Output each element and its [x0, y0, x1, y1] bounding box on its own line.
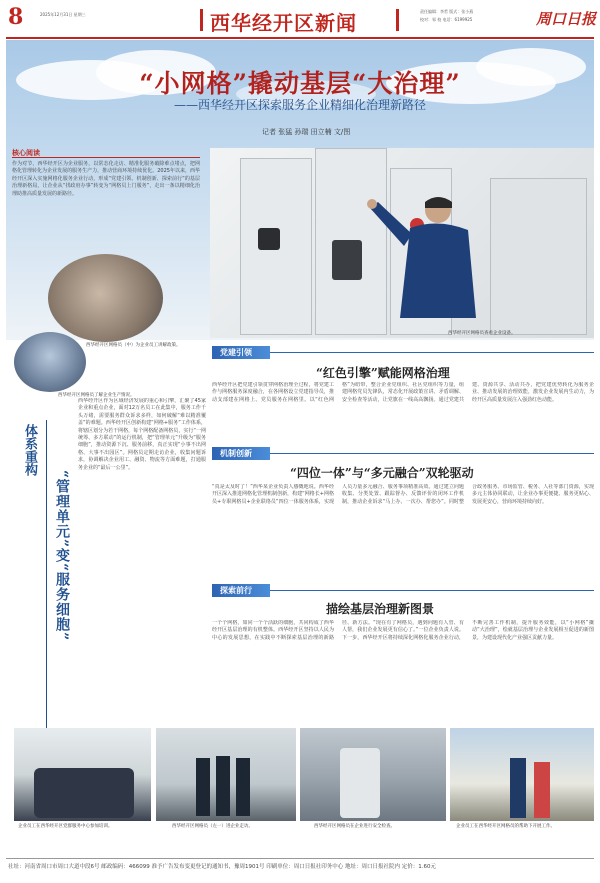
page-number: 8 [8, 4, 24, 30]
proof-line: 校对：邹 校 电话：6199925 [420, 17, 473, 22]
section-rule [270, 590, 594, 591]
bottom-caption-4: 企业员工在西华经开区网格员的帮助下开展工作。 [456, 824, 555, 829]
headline: “小网格”撬动基层“大治理” [139, 69, 461, 98]
footer-rule [6, 858, 594, 859]
section-text-mechanism: “真是太及时了！”西华某企业负责人感慨地说。西华经开区深入推进网格化管理机制创新，构建“网格长+网格员+专职网格员+企业联络员”四位一体服务体系，实现人员力量多元融合、服务事项精准高效。通过建立问题收集、分类处置、跟踪督办、反馈评价的闭环工作机制，推动企业诉求“马上办、一次办、帮您办”。同时整合政务服务、市场监管、税务、人社等部门资源，实现多元主体协同联动，让企业办事更便捷、服务更贴心、发展更安心，营商环境持续向好。 [212, 484, 594, 505]
newspaper-logo: 周口日报 [536, 10, 597, 28]
core-heading: 核心阅读 [12, 149, 40, 157]
bottom-photo-4 [450, 728, 594, 821]
footer-text: 社址：河南省周口市周口大道中段6号 邮政编码：466099 准予广告发布变更登记的通知书，豫周1901号 印刷单位：周口日报社印务中心 地址：周口日报社院内 定价：1.60元 [8, 864, 436, 870]
core-heading-rule [12, 157, 200, 158]
core-text: 作为对节，西华经开区为企业服务，以常态化走访、精准化服务破除难点堵点，把网格化管理转化为企业发展的服务生产力，推动营商环境持续优化。2025年以来，西华经开区深入实施网格化服务企业行动，形成“党建引领、机制创新、探索前行”的基层治理新格局，让企业从“找政府办事”转变为“网格员上门服务”，走出一条以精细化治理助推高质量发展的新路径。 [12, 161, 200, 197]
section-tag-mechanism: 机制创新 [212, 447, 270, 460]
bottom-photo-2 [156, 728, 296, 821]
worker-caption: 西华经开区网格员了解企业生产情况。 [58, 393, 135, 398]
subheadline: ——西华经开区探索服务企业精细化治理新路径 [173, 98, 426, 112]
bottom-caption-3: 西华经开区网格员在企业进行安全检查。 [314, 824, 395, 829]
section-title: 西华经开区新闻 [210, 11, 357, 35]
side-text: 西华经开区作为区域经济发展的重心和引擎，汇聚了45家企业和重点企业，面对12万名员工在此集中，服务工作千头万绪，需要服务群众诉求多样，如何破解“难以精准覆盖”的难题。西华经开区创新构建“网格+服务”工作体系，将辖区划分为若干网格，每个网格配备网格员，实行“一网统筹、多方联动”的运行机制，把“管理单元”升级为“服务细胞”，推动资源下沉、服务前移，真正实现“小事不出网格、大事不出园区”。网格员定期走访企业，收集问题诉求，协调解决企业用工、融资、物流等方面难题，打通服务企业的“最后一公里”。 [78, 398, 206, 471]
people-photo [48, 254, 163, 342]
cabinet-caption: 西华经开区网格员查看企业设备。 [448, 331, 516, 336]
section-headline-party: “红色引擎”赋能网格治理 [316, 366, 450, 380]
bottom-photo-3 [300, 728, 446, 821]
bottom-caption-2: 西华经开区网格员（左一）进企业走访。 [172, 824, 253, 829]
side-tag: 体系重构 [22, 424, 37, 476]
section-bar-left [200, 9, 203, 31]
byline: 记者 张猛 孙瑞 田立楠 文/图 [262, 128, 351, 136]
worker-figure [360, 188, 478, 318]
section-text-explore: 一个个网格，如同一个个活跃的细胞，共同构成了西华经开区基层治理的有机整体。西华经开区坚持以人民为中心的发展思想，在实践中不断探索基层治理的新路径、新方法。“现在有了网格员，遇到问题有人管、有人帮，我们企业发展更有信心了。”一位企业负责人说。下一步，西华经开区将持续深化网格化服务企业行动，不断完善工作机制，提升服务效能，以“小网格”撬动“大治理”，绘就基层治理与企业发展相互促进的新图景，为建设现代化产业强区贡献力量。 [212, 620, 594, 641]
side-rule [46, 420, 47, 730]
worker-photo [14, 332, 86, 392]
people-caption: 西华经开区网格员（中）为企业员工讲解政策。 [86, 343, 181, 348]
section-tag-explore: 探索前行 [212, 584, 270, 597]
bottom-caption-1: 企业员工在西华经开区党群服务中心参加培训。 [18, 824, 113, 829]
editor-line: 责任编辑：李哲 版式：张小燕 [420, 9, 474, 14]
section-headline-explore: 描绘基层治理新图景 [326, 602, 435, 616]
section-rule [270, 352, 594, 353]
side-headline: “管理单元”变“服务细胞” [54, 470, 70, 642]
section-text-party: 西华经开区把党建引领贯穿网格治理全过程，将党建工作与网格服务深度融合，在各网格设立党建指导员，推动支部建在网格上、党员服务在网格里。以“红色网格”为纽带，整合企业党组织、社区党组织等力量，组建网格党员先锋队，常态化开展政策宣讲、矛盾调解、安全检查等活动，让党旗在一线高高飘扬。通过党建共建、资源共享、活动共办，把党建优势转化为服务企业、推动发展的治理效能，激发企业发展内生动力，为经开区高质量发展注入强劲红色动能。 [212, 382, 594, 403]
section-rule [270, 453, 594, 454]
bottom-photo-1 [14, 728, 151, 821]
date-line: 2025年12月31日 星期三 [40, 12, 86, 17]
section-bar-right [396, 9, 399, 31]
section-tag-party: 党建引领 [212, 346, 270, 359]
section-headline-mechanism: “四位一体”与“多元融合”双轮驱动 [290, 466, 474, 480]
header-rule [6, 37, 594, 39]
